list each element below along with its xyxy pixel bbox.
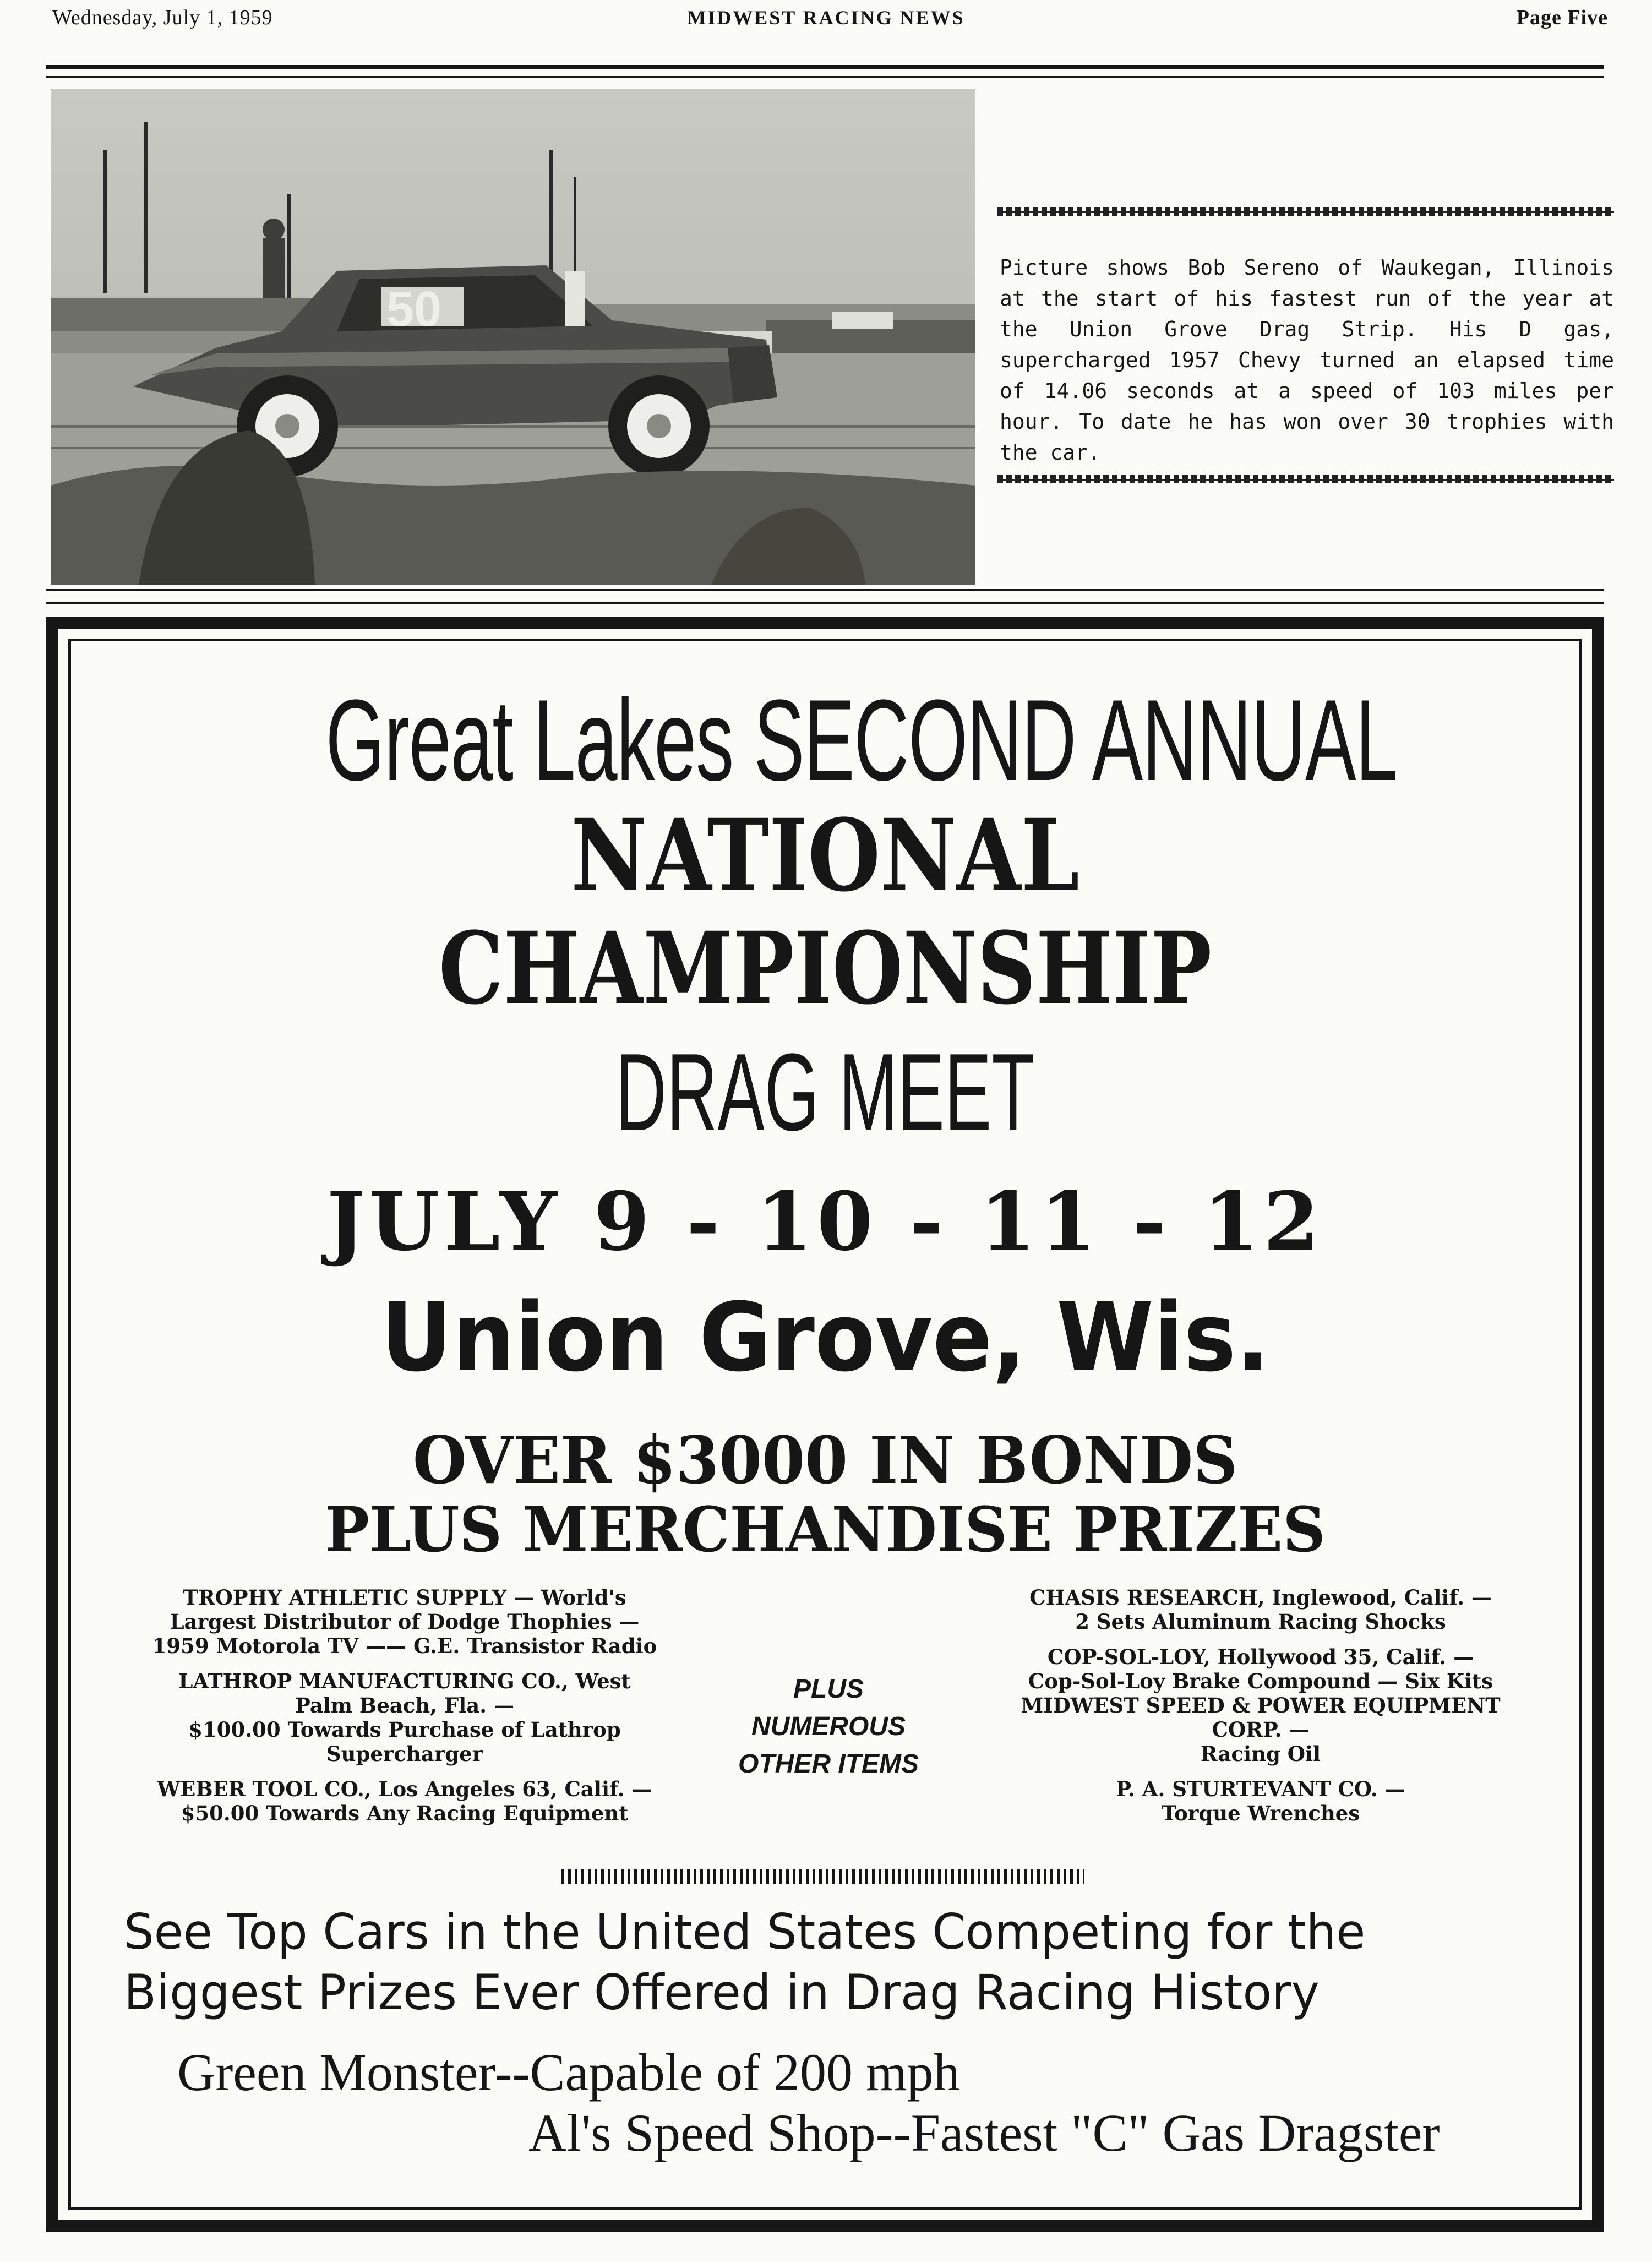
merchandise-headline: PLUS MERCHANDISE PRIZES bbox=[325, 1494, 1326, 1566]
plus-numerous-items: PLUS NUMEROUS OTHER ITEMS bbox=[738, 1675, 919, 1779]
bonds-headline: OVER $3000 IN BONDS bbox=[412, 1422, 1238, 1498]
prize-list-right bbox=[980, 1585, 1541, 1825]
caption-bottom-border bbox=[997, 475, 1614, 483]
event-location: Union Grove, Wis. bbox=[380, 1282, 1270, 1393]
prize-cop-sol-loy: COP-SOL-LOY, Hollywood 35, Calif. — Cop-Sol-Loy Brake Compound — Six Kits bbox=[1028, 1645, 1493, 1693]
masthead-rule-thick bbox=[46, 65, 1604, 69]
event-dates: JULY 9 - 10 - 11 - 12 bbox=[326, 1175, 1324, 1269]
headline-great-lakes: Great Lakes SECOND ANNUAL bbox=[325, 675, 1398, 805]
prize-trophy-athletic: TROPHY ATHLETIC SUPPLY — World's Largest Distributor of Dodge Thophies — 1959 Motorola TV —— G.E. Transistor Radio bbox=[152, 1585, 657, 1658]
tagline-biggest-prizes: Biggest Prizes Ever Offered in Drag Racing History bbox=[124, 1964, 1320, 2021]
photo-caption: Picture shows Bob Sereno of Waukegan, Illinois at the start of his fastest run of the year at the Union Grove Drag Strip. His D gas, supercharged 1957 Chevy turned an elapsed time of 14.06 seconds at a speed of 103 miles per hour. To date he has won over 30 trophies with the car. bbox=[1000, 255, 1614, 465]
masthead-rule-thin bbox=[46, 76, 1604, 78]
headline-drag-meet: DRAG MEET bbox=[615, 1031, 1035, 1154]
issue-date: Wednesday, July 1, 1959 bbox=[52, 6, 273, 29]
prize-weber-tool: WEBER TOOL CO., Los Angeles 63, Calif. — $50.00 Towards Any Racing Equipment bbox=[157, 1777, 652, 1825]
section-rule-thin bbox=[46, 589, 1604, 591]
prize-midwest-speed: MIDWEST SPEED & POWER EQUIPMENT CORP. — Racing Oil bbox=[1021, 1693, 1501, 1766]
headline-championship: CHAMPIONSHIP bbox=[438, 910, 1212, 1027]
feature-green-monster: Green Monster--Capable of 200 mph bbox=[177, 2043, 960, 2102]
prize-list-left bbox=[118, 1585, 691, 1825]
chevy-drag-car-image bbox=[51, 89, 975, 585]
headline-national: NATIONAL bbox=[570, 798, 1080, 914]
car-number: 50 bbox=[386, 282, 442, 337]
page-number: Page Five bbox=[1516, 6, 1608, 29]
caption-top-border bbox=[997, 207, 1614, 216]
photo-caption-box bbox=[997, 199, 1614, 486]
decorative-divider bbox=[561, 1869, 1084, 1884]
prize-lathrop: LATHROP MANUFACTURING CO., West Palm Beach, Fla. — $100.00 Towards Purchase of Lathrop Supercharger bbox=[178, 1669, 631, 1766]
prize-chasis-research: CHASIS RESEARCH, Inglewood, Calif. — 2 Sets Aluminum Racing Shocks bbox=[1029, 1585, 1492, 1634]
newspaper-name: MIDWEST RACING NEWS bbox=[687, 7, 965, 29]
race-car-photo bbox=[51, 89, 975, 585]
prize-sturtevant: P. A. STURTEVANT CO. — Torque Wrenches bbox=[1116, 1777, 1405, 1825]
feature-als-speed-shop: Al's Speed Shop--Fastest "C" Gas Dragster bbox=[528, 2103, 1440, 2162]
section-rule-thin-2 bbox=[46, 602, 1604, 604]
tagline-top-cars: See Top Cars in the United States Competing for the bbox=[124, 1904, 1366, 1960]
